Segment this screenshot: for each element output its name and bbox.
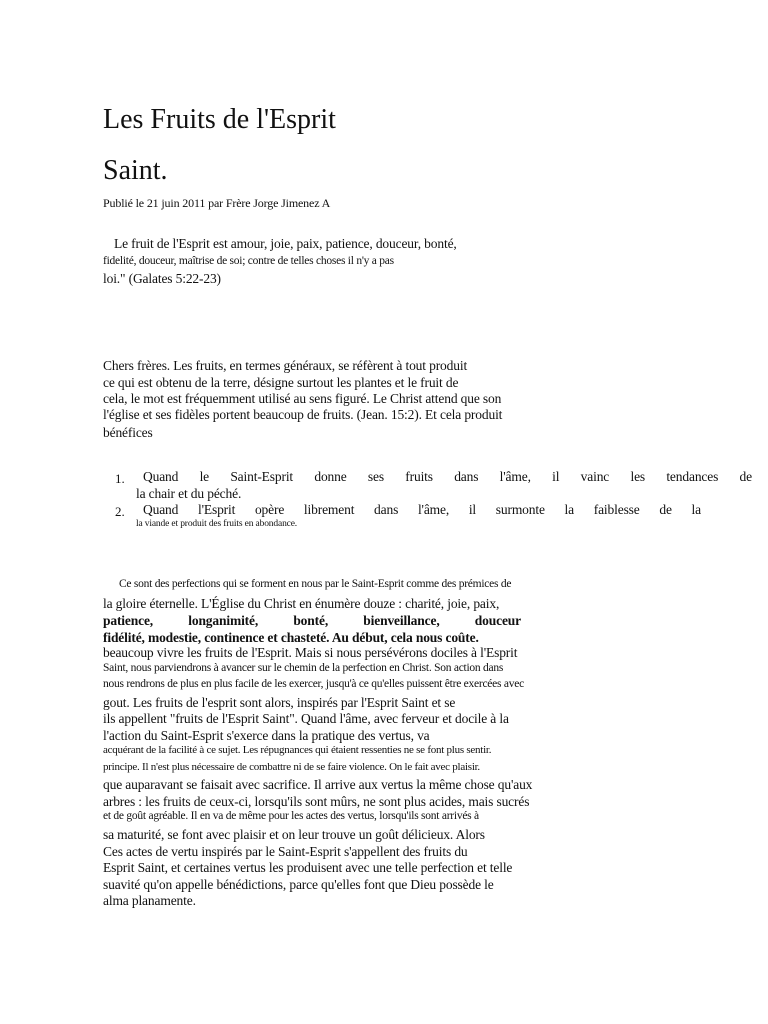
body-line: Esprit Saint, et certaines vertus les produisent avec une telle perfection et telle xyxy=(103,860,513,875)
body-word-bold: bienveillance, xyxy=(363,613,440,628)
post-meta: Publié le 21 juin 2011 par Frère Jorge Jimenez A xyxy=(103,196,331,210)
body-word-bold: douceur xyxy=(474,613,521,628)
page-title-line-1: Les Fruits de l'Esprit xyxy=(103,104,336,135)
body-line: Ce sont des perfections qui se forment en nous par le Saint-Esprit comme des prémices de xyxy=(119,578,512,590)
list-item-word: vainc xyxy=(580,469,610,484)
list-item-word: la xyxy=(691,502,701,517)
list-item-word: surmonte xyxy=(495,502,545,517)
body-word-bold: longanimité, xyxy=(188,613,259,628)
intro-line: Chers frères. Les fruits, en termes généraux, se réfèrent à tout produit xyxy=(103,358,468,373)
body-line: la gloire éternelle. L'Église du Christ en énumère douze : charité, joie, paix, xyxy=(103,596,500,611)
list-item-line xyxy=(143,469,752,485)
list-item-word: ses xyxy=(367,469,384,484)
body-line: suavité qu'on appelle bénédictions, parce qu'elles font que Dieu possède le xyxy=(103,877,494,892)
list-item-word: fruits xyxy=(405,469,433,484)
body-line: principe. Il n'est plus nécessaire de combattre ni de se faire violence. On le fait avec plaisir. xyxy=(103,761,480,773)
list-item-word: de xyxy=(659,502,672,517)
body-line: nous rendrons de plus en plus facile de les exercer, jusqu'à ce qu'elles puissent être exercées avec xyxy=(103,678,524,690)
intro-line: l'église et ses fidèles portent beaucoup de fruits. (Jean. 15:2). Et cela produit xyxy=(103,407,503,422)
body-line: beaucoup vivre les fruits de l'Esprit. Mais si nous persévérons dociles à l'Esprit xyxy=(103,645,518,660)
list-item-word: donne xyxy=(314,469,347,484)
intro-line: ce qui est obtenu de la terre, désigne surtout les plantes et le fruit de xyxy=(103,375,459,390)
body-line: Saint, nous parviendrons à avancer sur le chemin de la perfection en Christ. Son action dans xyxy=(103,662,504,674)
list-item-word: Quand xyxy=(143,469,179,484)
list-item-word: Quand xyxy=(143,502,179,517)
list-item-continuation: la chair et du péché. xyxy=(136,486,242,501)
body-line: que auparavant se faisait avec sacrifice. Il arrive aux vertus la même chose qu'aux xyxy=(103,777,533,792)
quote-line: fidelité, douceur, maîtrise de soi; contre de telles choses il n'y a pas xyxy=(103,255,394,267)
body-line: arbres : les fruits de ceux-ci, lorsqu'ils sont mûrs, ne sont plus acides, mais sucrés xyxy=(103,794,530,809)
intro-line: bénéfices xyxy=(103,425,153,440)
body-line-bold xyxy=(103,613,521,629)
body-line-bold: fidélité, modestie, continence et chasteté. Au début, cela nous coûte. xyxy=(103,630,479,645)
body-line: et de goût agréable. Il en va de même pour les actes des vertus, lorsqu'ils sont arrivés à xyxy=(103,810,479,822)
list-item-word: librement xyxy=(303,502,355,517)
body-line: acquérant de la facilité à ce sujet. Les répugnances qui étaient ressenties ne se font plus sentir. xyxy=(103,744,492,756)
body-line: l'action du Saint-Esprit s'exerce dans la pratique des vertus, va xyxy=(103,728,430,743)
body-line: sa maturité, se font avec plaisir et on leur trouve un goût délicieux. Alors xyxy=(103,827,485,842)
body-line: alma planamente. xyxy=(103,893,196,908)
body-word-bold: bonté, xyxy=(293,613,329,628)
list-item-word: les xyxy=(630,469,646,484)
list-item-line xyxy=(143,502,701,518)
list-item-word: tendances xyxy=(666,469,719,484)
body-word-bold: patience, xyxy=(103,613,154,628)
list-item-word: il xyxy=(468,502,477,517)
list-item-word: Saint-Esprit xyxy=(230,469,294,484)
quote-line: loi." (Galates 5:22-23) xyxy=(103,271,221,286)
list-item-word: faiblesse xyxy=(593,502,640,517)
body-line: Ces actes de vertu inspirés par le Saint-Esprit s'appellent des fruits du xyxy=(103,844,468,859)
list-item-word: il xyxy=(552,469,560,484)
list-item-number: 1. xyxy=(115,471,125,486)
quote-line: Le fruit de l'Esprit est amour, joie, paix, patience, douceur, bonté, xyxy=(114,236,457,251)
list-item-word: opère xyxy=(254,502,285,517)
intro-line: cela, le mot est fréquemment utilisé au sens figuré. Le Christ attend que son xyxy=(103,391,502,406)
list-item-word: l'Esprit xyxy=(197,502,236,517)
list-item-word: dans xyxy=(454,469,479,484)
list-item-word: dans xyxy=(374,502,399,517)
list-item-word: la xyxy=(564,502,574,517)
list-item-word: l'âme, xyxy=(417,502,450,517)
list-item-word: de xyxy=(739,469,752,484)
page-title-line-2: Saint. xyxy=(103,155,168,186)
list-item-word: le xyxy=(199,469,210,484)
body-line: ils appellent "fruits de l'Esprit Saint". Quand l'âme, avec ferveur et docile à la xyxy=(103,711,509,726)
list-item-continuation: la viande et produit des fruits en abondance. xyxy=(136,519,298,529)
body-line: gout. Les fruits de l'esprit sont alors, inspirés par l'Esprit Saint et se xyxy=(103,695,456,710)
list-item-word: l'âme, xyxy=(499,469,531,484)
list-item-number: 2. xyxy=(115,504,125,519)
